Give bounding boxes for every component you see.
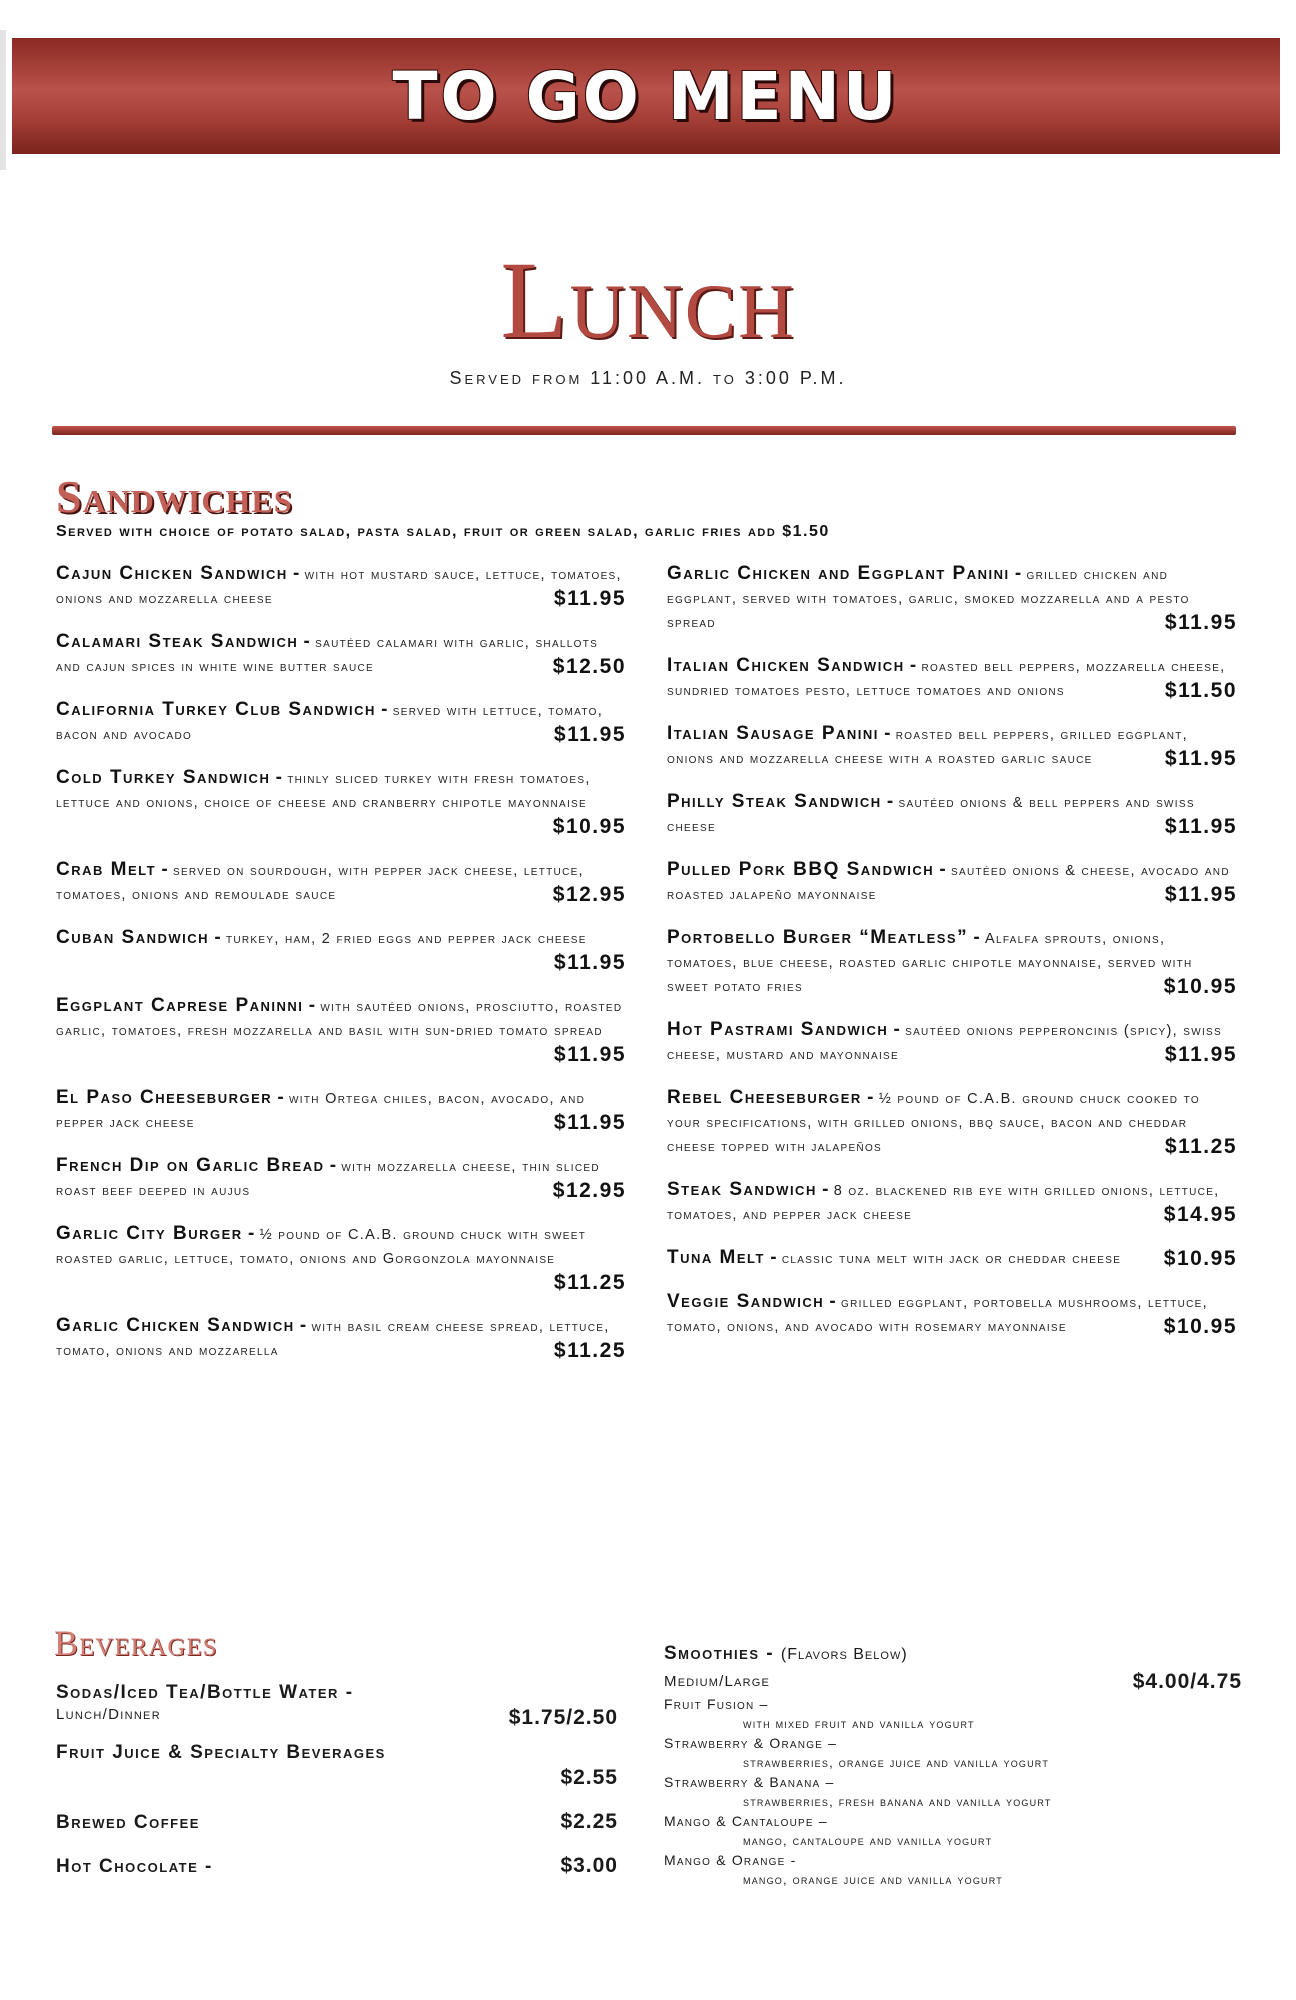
beverages-heading: Beverages <box>54 1623 218 1663</box>
menu-item-description: sautéed onions & bell peppers and swiss cheese <box>667 795 1195 835</box>
smoothies-sizes: Medium/Large <box>664 1673 771 1690</box>
section-divider <box>52 426 1236 435</box>
menu-item-name: Rebel Cheeseburger <box>667 1087 862 1108</box>
flavor-desc: mango, orange juice and vanilla yogurt <box>743 1872 1003 1887</box>
menu-item-price: $11.95 <box>553 1043 626 1066</box>
banner-title: TO GO MENU <box>392 57 900 135</box>
smoothies-price: $4.00/4.75 <box>1132 1670 1242 1693</box>
menu-item <box>667 722 1237 773</box>
menu-item-text <box>667 722 1237 773</box>
flavor-name: Fruit Fusion – <box>664 1696 769 1712</box>
menu-item-description: ½ pound of C.A.B. ground chuck with sweet roasted garlic, lettuce, tomato, onions and Gorgonzola mayonnaise <box>56 1227 587 1267</box>
smoothie-flavor <box>664 1734 1244 1773</box>
menu-item-text <box>667 1178 1237 1229</box>
menu-item-text <box>667 1086 1237 1161</box>
menu-item-separator: - <box>764 1247 782 1268</box>
menu-item-text <box>56 1222 626 1297</box>
menu-item-name: Garlic Chicken and Eggplant Panini <box>667 563 1010 584</box>
beverage-item <box>56 1740 618 1792</box>
menu-item-text <box>667 790 1237 841</box>
menu-item-name: Pulled Pork BBQ Sandwich <box>667 859 935 880</box>
menu-item-price-wrap <box>56 815 626 841</box>
menu-item-description: roasted bell peppers, mozzarella cheese, sundried tomatoes pesto, lettuce tomatoes and onions <box>667 659 1226 699</box>
menu-item <box>667 1018 1237 1069</box>
smoothie-flavor <box>664 1695 1244 1734</box>
menu-item-description: sautéed onions & cheese, avocado and roasted jalapeño mayonnaise <box>667 863 1230 903</box>
sandwiches-left-column <box>56 562 626 1382</box>
beverage-price: $3.00 <box>560 1854 618 1877</box>
beverage-price: $1.75/2.50 <box>508 1706 618 1729</box>
menu-item-text <box>56 1154 626 1205</box>
menu-item-name: Italian Chicken Sandwich <box>667 655 905 676</box>
menu-item <box>56 630 626 681</box>
menu-item-price: $11.95 <box>553 723 626 746</box>
beverage-sub: Lunch/Dinner <box>56 1706 161 1723</box>
menu-item-description: with sautéed onions, prosciutto, roasted garlic, tomatoes, fresh mozzarella and basil with sun-dried tomato spread <box>56 999 623 1039</box>
smoothie-flavor <box>664 1851 1244 1890</box>
menu-item-description: 8 oz. blackened rib eye with grilled onions, lettuce, tomatoes, and pepper jack cheese <box>667 1183 1220 1223</box>
menu-item-description: classic tuna melt with jack or cheddar cheese <box>781 1251 1122 1267</box>
menu-item-description: with hot mustard sauce, lettuce, tomatoes, onions and mozzarella cheese <box>56 567 622 607</box>
beverage-price: $2.25 <box>560 1810 618 1833</box>
menu-item-price-wrap <box>667 611 1237 637</box>
menu-item-name: Veggie Sandwich <box>667 1291 825 1312</box>
menu-item <box>56 858 626 909</box>
menu-item-description: with mozzarella cheese, thin sliced roast beef deeped in aujus <box>56 1159 600 1199</box>
menu-item <box>667 1178 1237 1229</box>
menu-item-price: $11.95 <box>1164 611 1237 634</box>
lunch-title: Lunch <box>500 239 796 361</box>
menu-item <box>56 1314 626 1365</box>
menu-item <box>667 926 1237 1001</box>
menu-item <box>56 926 626 977</box>
menu-item-description: served on sourdough, with pepper jack cheese, lettuce, tomatoes, onions and remoulade sauce <box>56 863 584 903</box>
menu-item <box>667 858 1237 909</box>
menu-item <box>56 1086 626 1137</box>
menu-item-name: Calamari Steak Sandwich <box>56 631 299 652</box>
menu-item-price-wrap <box>56 1271 626 1297</box>
menu-item-price: $10.95 <box>1163 975 1237 998</box>
menu-item-text <box>56 1086 626 1137</box>
menu-item-separator: - <box>156 859 173 880</box>
menu-item-price: $12.95 <box>552 1179 626 1202</box>
sandwiches-heading: Sandwiches <box>56 471 293 522</box>
smoothies-heading <box>664 1640 1244 1669</box>
sandwiches-subhead: Served with choice of potato salad, pasta salad, fruit or green salad, garlic fries add $1.50 <box>56 523 830 540</box>
menu-item-text <box>667 1018 1237 1069</box>
beverage-name: Sodas/Iced Tea/Bottle Water - <box>56 1682 354 1703</box>
flavor-name: Mango & Cantaloupe – <box>664 1813 828 1829</box>
beverage-item <box>56 1680 618 1729</box>
menu-item-description: Alfalfa sprouts, onions, tomatoes, blue cheese, roasted garlic chipotle mayonnaise, served with sweet potato fries <box>667 931 1193 995</box>
menu-item-name: French Dip on Garlic Bread <box>56 1155 325 1176</box>
beverage-price: $2.55 <box>560 1766 618 1789</box>
menu-item-price: $11.95 <box>1164 1043 1237 1066</box>
menu-item-name: Philly Steak Sandwich <box>667 791 882 812</box>
menu-item-separator: - <box>816 1179 834 1200</box>
menu-item-description: turkey, ham, 2 fried eggs and pepper jack cheese <box>225 931 587 947</box>
menu-item-separator: - <box>324 1155 342 1176</box>
menu-item-description: served with lettuce, tomato, bacon and avocado <box>56 703 604 743</box>
smoothies-size-row <box>664 1669 1244 1695</box>
menu-item-separator: - <box>303 995 321 1016</box>
menu-item-name: California Turkey Club Sandwich <box>56 699 376 720</box>
smoothie-flavor <box>664 1773 1244 1812</box>
menu-item-separator: - <box>824 1291 842 1312</box>
menu-banner <box>12 38 1280 154</box>
menu-item-description: sautéed onions pepperoncinis (spicy), swiss cheese, mustard and mayonnaise <box>667 1023 1222 1063</box>
menu-item-name: Eggplant Caprese Paninni <box>56 995 304 1016</box>
smoothies-section <box>664 1640 1244 1890</box>
menu-item-text <box>667 858 1237 909</box>
flavor-name: Strawberry & Banana – <box>664 1774 835 1790</box>
menu-item-price: $11.95 <box>553 951 626 974</box>
smoothies-note: (Flavors Below) <box>780 1646 908 1663</box>
beverage-name: Brewed Coffee <box>56 1812 200 1833</box>
menu-item-price: $14.95 <box>1163 1203 1237 1226</box>
menu-item <box>56 994 626 1069</box>
menu-item-price-wrap <box>56 1043 626 1069</box>
menu-item-text <box>667 1290 1237 1341</box>
menu-item-price: $11.25 <box>1164 1135 1237 1158</box>
menu-item-price: $11.50 <box>1164 679 1237 702</box>
menu-item-description: with Ortega chiles, bacon, avocado, and pepper jack cheese <box>56 1091 586 1131</box>
menu-item-separator: - <box>878 723 896 744</box>
menu-item <box>56 1154 626 1205</box>
menu-item-name: Garlic Chicken Sandwich <box>56 1315 295 1336</box>
menu-item-price: $11.95 <box>553 1111 626 1134</box>
menu-item-text <box>56 630 626 681</box>
menu-item <box>667 1086 1237 1161</box>
menu-item-separator: - <box>242 1223 260 1244</box>
menu-item-name: Tuna Melt <box>667 1247 765 1268</box>
flavor-name: Strawberry & Orange – <box>664 1735 838 1751</box>
menu-item <box>667 1290 1237 1341</box>
menu-item-price: $11.95 <box>1164 883 1237 906</box>
menu-item-text <box>56 698 626 749</box>
menu-item-separator: - <box>270 767 288 788</box>
menu-item-separator: - <box>287 563 305 584</box>
menu-item-name: El Paso Cheeseburger <box>56 1087 273 1108</box>
menu-item-description: ½ pound of C.A.B. ground chuck cooked to your specifications, with grilled onions, bbq sauce, bacon and cheddar cheese topped with jalapeños <box>667 1091 1200 1155</box>
menu-item-price-wrap <box>56 951 626 977</box>
menu-item-name: Cajun Chicken Sandwich <box>56 563 288 584</box>
flavor-desc: with mixed fruit and vanilla yogurt <box>743 1716 975 1731</box>
menu-item-description: roasted bell peppers, grilled eggplant, onions and mozzarella cheese with a roasted garlic sauce <box>667 727 1188 767</box>
menu-item-price: $11.25 <box>553 1339 626 1362</box>
menu-item-text <box>667 1246 1237 1273</box>
flavor-name: Mango & Orange - <box>664 1852 797 1868</box>
menu-item-description: thinly sliced turkey with fresh tomatoes, lettuce and onions, choice of cheese and cranberry chipotle mayonnaise <box>56 771 591 811</box>
menu-item-price: $11.95 <box>1164 815 1237 838</box>
menu-item-text <box>56 858 626 909</box>
menu-item <box>667 654 1237 705</box>
menu-item-text <box>667 926 1237 1001</box>
flavor-desc: strawberries, fresh banana and vanilla yogurt <box>743 1794 1052 1809</box>
menu-item-text <box>56 1314 626 1365</box>
menu-item <box>56 1222 626 1297</box>
menu-item-name: Garlic City Burger <box>56 1223 243 1244</box>
menu-item-text <box>667 654 1237 705</box>
menu-item-name: Portobello Burger “Meatless” <box>667 927 969 948</box>
menu-item-name: Steak Sandwich <box>667 1179 817 1200</box>
menu-item-text <box>667 562 1237 637</box>
beverage-item <box>56 1854 618 1880</box>
beverage-name: Fruit Juice & Specialty Beverages <box>56 1742 386 1763</box>
menu-item-separator: - <box>888 1019 906 1040</box>
beverage-name: Hot Chocolate - <box>56 1856 213 1877</box>
menu-item-separator: - <box>904 655 922 676</box>
menu-item <box>56 766 626 841</box>
menu-item-text <box>56 994 626 1069</box>
menu-item-description: sautéed calamari with garlic, shallots and cajun spices in white wine butter sauce <box>56 635 599 675</box>
menu-item-separator: - <box>209 927 226 948</box>
menu-item-name: Italian Sausage Panini <box>667 723 879 744</box>
flavor-desc: strawberries, orange juice and vanilla yogurt <box>743 1755 1050 1770</box>
menu-item <box>667 1246 1237 1273</box>
menu-item <box>667 562 1237 637</box>
menu-item-separator: - <box>298 631 316 652</box>
menu-item-price: $11.95 <box>1164 747 1237 770</box>
menu-item-text <box>56 562 626 613</box>
menu-item <box>56 562 626 613</box>
menu-item <box>56 698 626 749</box>
lunch-hours: Served from 11:00 A.M. to 3:00 P.M. <box>449 368 847 388</box>
menu-item-price: $10.95 <box>552 815 626 838</box>
menu-item-name: Cuban Sandwich <box>56 927 210 948</box>
beverage-item <box>56 1810 618 1836</box>
menu-item-description: grilled eggplant, portobella mushrooms, lettuce, tomato, onions, and avocado with rosemary mayonnaise <box>667 1295 1208 1335</box>
menu-item-name: Crab Melt <box>56 859 157 880</box>
flavor-desc: mango, cantaloupe and vanilla yogurt <box>743 1833 993 1848</box>
menu-item-price: $12.50 <box>552 655 626 678</box>
menu-item-price-wrap <box>667 815 1237 841</box>
menu-item-text <box>56 926 626 977</box>
smoothies-title: Smoothies - <box>664 1643 775 1664</box>
menu-item-price: $11.95 <box>553 587 626 610</box>
menu-item <box>667 790 1237 841</box>
scan-edge <box>0 30 6 170</box>
menu-item-separator: - <box>272 1087 290 1108</box>
menu-item-separator: - <box>1009 563 1027 584</box>
menu-item-price: $11.25 <box>553 1271 626 1294</box>
smoothie-flavor <box>664 1812 1244 1851</box>
menu-item-separator: - <box>375 699 393 720</box>
menu-item-name: Hot Pastrami Sandwich <box>667 1019 889 1040</box>
menu-item-description: grilled chicken and eggplant, served with tomatoes, garlic, smoked mozzarella and a pesto spread <box>667 567 1190 631</box>
menu-item-price: $10.95 <box>1163 1315 1237 1338</box>
menu-item-separator: - <box>934 859 952 880</box>
menu-item-price: $12.95 <box>552 883 626 906</box>
menu-item-name: Cold Turkey Sandwich <box>56 767 271 788</box>
menu-item-text <box>56 766 626 841</box>
menu-item-price: $10.95 <box>1163 1247 1237 1270</box>
menu-item-separator: - <box>861 1087 879 1108</box>
beverages-list <box>56 1680 618 1896</box>
menu-item-separator: - <box>881 791 899 812</box>
sandwiches-right-column <box>667 562 1237 1358</box>
menu-item-separator: - <box>968 927 985 948</box>
menu-item-separator: - <box>294 1315 312 1336</box>
menu-item-description: with basil cream cheese spread, lettuce, tomato, onions and mozzarella <box>56 1319 610 1359</box>
